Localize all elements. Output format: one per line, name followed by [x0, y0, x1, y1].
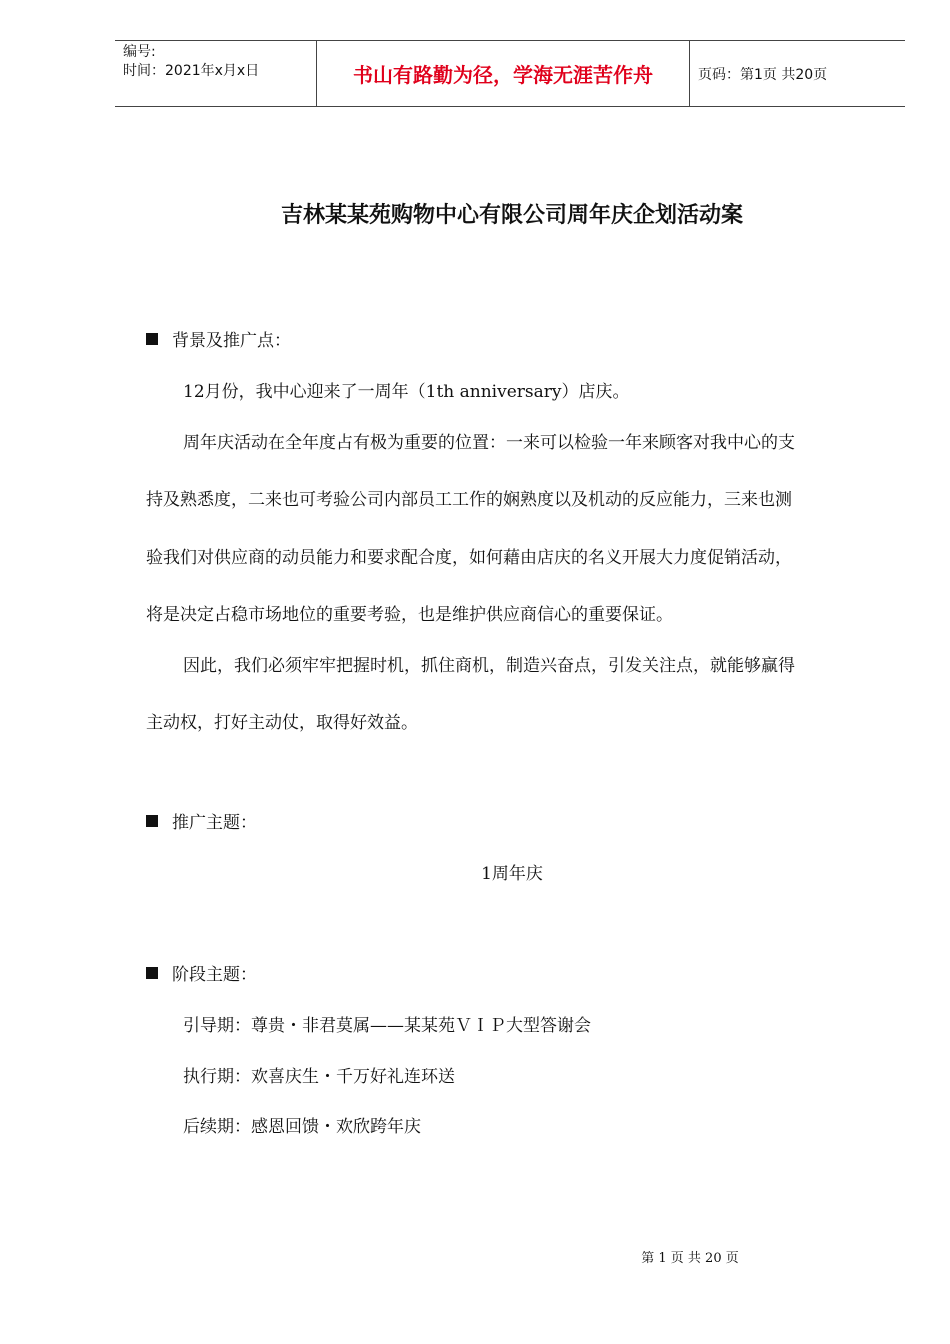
- section-heading-theme: [146, 808, 257, 833]
- phase-item: 后续期：感恩回馈・欢欣跨年庆: [183, 1117, 421, 1137]
- document-title: 吉林某某苑购物中心有限公司周年庆企划活动案: [280, 203, 743, 228]
- paragraph-line: 周年庆活动在全年度占有极为重要的位置：一来可以检验一年来顾客对我中心的支: [183, 433, 795, 453]
- paragraph-line: 持及熟悉度，二来也可考验公司内部员工工作的娴熟度以及机动的反应能力，三来也测: [146, 490, 792, 510]
- time-label: 时间：2021年x月x日: [123, 63, 260, 79]
- page-header: [115, 40, 905, 107]
- bullet-square-icon: [146, 333, 158, 345]
- section-heading-label: 推广主题：: [172, 813, 257, 833]
- bullet-square-icon: [146, 967, 158, 979]
- paragraph-line: 主动权，打好主动仗，取得好效益。: [146, 713, 418, 733]
- header-meta: [115, 41, 316, 106]
- header-motto: 书山有路勤为径，学海无涯苦作舟: [316, 41, 690, 106]
- paragraph-line: 验我们对供应商的动员能力和要求配合度，如何藉由店庆的名义开展大力度促销活动，: [146, 548, 792, 568]
- promotion-theme: 1周年庆: [481, 864, 543, 884]
- section-heading-label: 背景及推广点：: [172, 331, 291, 351]
- paragraph-line: 因此，我们必须牢牢把握时机，抓住商机，制造兴奋点，引发关注点，就能够赢得: [183, 656, 795, 676]
- section-heading-phases: [146, 960, 257, 985]
- paragraph-line: 将是决定占稳市场地位的重要考验，也是维护供应商信心的重要保证。: [146, 605, 673, 625]
- section-heading-background: [146, 326, 291, 351]
- bullet-square-icon: [146, 815, 158, 827]
- number-label: 编号:: [123, 44, 156, 60]
- page-footer: 第 1 页 共 20 页: [641, 1251, 739, 1266]
- phase-item: 执行期：欢喜庆生・千万好礼连环送: [183, 1067, 455, 1087]
- phase-item: 引导期：尊贵・非君莫属——某某苑ＶＩＰ大型答谢会: [183, 1016, 591, 1036]
- paragraph-line: 12月份，我中心迎来了一周年（1th anniversary）店庆。: [183, 382, 630, 402]
- section-heading-label: 阶段主题：: [172, 965, 257, 985]
- header-page-info: 页码：第1页 共20页: [698, 66, 828, 83]
